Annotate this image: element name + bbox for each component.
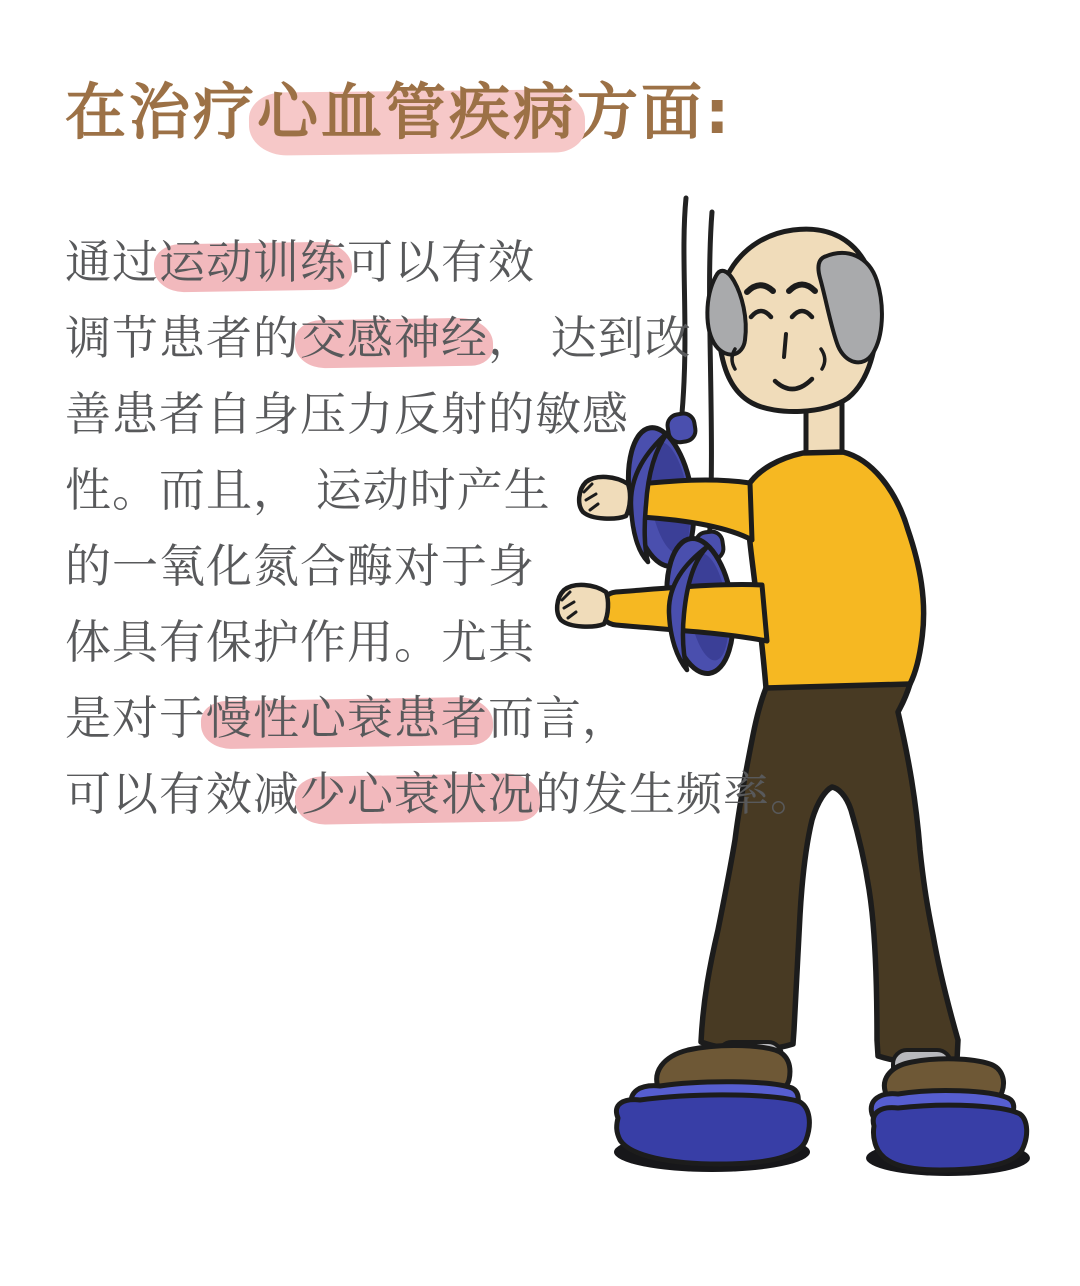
- right-shoe-sole: [873, 1105, 1026, 1170]
- highlighted-text: 交感神经: [300, 311, 488, 365]
- text-segment: 的一氧化氮合酶对于身: [65, 539, 535, 593]
- highlighted-text: 少心衰状况: [300, 767, 535, 821]
- left-shoe-sole: [616, 1095, 809, 1164]
- text-segment: 性。而且， 运动时产生: [65, 463, 551, 517]
- text-segment: 通过: [65, 235, 159, 289]
- paragraph: [65, 224, 817, 832]
- paragraph-line: [65, 756, 817, 832]
- paragraph-line: [65, 376, 817, 452]
- text-segment: 而言，: [488, 691, 629, 745]
- paragraph-line: [65, 528, 817, 604]
- left-shoe: [614, 1046, 810, 1173]
- text-segment: 善患者自身压力反射的敏感: [65, 387, 629, 441]
- paragraph-line: [65, 300, 817, 376]
- highlighted-text: 运动训练: [159, 235, 347, 289]
- title-post: 方面:: [577, 77, 733, 148]
- page-title: [65, 64, 732, 151]
- text-segment: 是对于: [65, 691, 206, 745]
- paragraph-line: [65, 680, 817, 756]
- paragraph-line: [65, 224, 817, 300]
- title-highlighted-text: 心血管疾病: [257, 77, 578, 148]
- paragraph-line: [65, 452, 817, 528]
- right-shoe: [866, 1059, 1030, 1176]
- highlighted-text: 慢性心衰患者: [206, 691, 488, 745]
- text-segment: 可以有效减: [65, 767, 300, 821]
- text-segment: 可以有效: [347, 235, 535, 289]
- text-segment: 调节患者的: [65, 311, 300, 365]
- text-segment: 的发生频率。: [535, 767, 817, 821]
- paragraph-line: [65, 604, 817, 680]
- text-segment: ， 达到改: [488, 311, 692, 365]
- text-segment: 体具有保护作用。尤其: [65, 615, 535, 669]
- title-pre: 在治疗: [65, 77, 258, 148]
